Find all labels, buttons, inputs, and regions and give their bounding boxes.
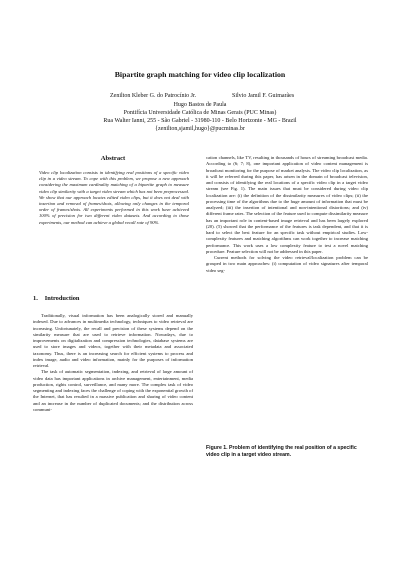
affiliation-institution: Pontifícia Universidade Católica de Minas Gerais (PUC Minas): [123, 110, 277, 116]
section-title: Introduction: [44, 295, 80, 302]
paragraph: The task of automatic segmentation, indexing, and retrieval of large amount of video data has important applications in archive management, entertainment, media production, rights control, surveillance, and many more. The complex task of video segmenting and indexing faces the challenge of coping with the exponential growth of the Internet, that has resulted in a massive publication and sharing of video content and an increase in the number of duplicated documents; and the distribution across communi-: [33, 369, 193, 412]
paper-title: Bipartite graph matching for video clip localization: [114, 70, 286, 79]
affiliation-address: Rua Walter Ianni, 255 - São Gabriel - 31980-110 - Belo Horizonte - MG - Brazil: [103, 118, 297, 124]
section-heading: [33, 295, 79, 302]
introduction-column: [33, 313, 193, 413]
section-number: 1.: [33, 295, 38, 302]
affiliation-emails: {zenilton,sjamil,hugo}@pucminas.br: [155, 126, 245, 132]
abstract-text: Video clip localization consists in identifying real positions of a specific video clip in a video stream. To cope with this problem, we propose a new approach considering the maximum cardinality matching of a bipartite graph to measure video clip similarity with a target video stream which has not been preprocessed. We show that our approach locates edited video clips, but it does not deal with insertion and removal of frames/shots, allowing only changes in the temporal order of frames/shots. All experiments performed in this work have achieved 100% of precision for two different video datasets. And according to those experiments, our method can achieve a global recall rate of 90%.: [39, 170, 189, 225]
right-column: [206, 155, 368, 274]
paragraph: cation channels, like TV, resulting in thousands of hours of streaming broadcast media. According to (6; 7; 8), one important application of video content management is broadcast monitoring for the purpose of market analysis. The video clip localization, as it will be referred during this paper, has arisen in the domain of broadcast television, and consists of identifying the real locations of a specific video clip in a target video stream (see Fig. 1). The main issues that must be considered during video clip localization are: (i) the definition of the dissimilarity measures of video clips; (ii) the processing time of the algorithms due to the huge amount of information that must be analyzed; (iii) the insertion of intentional and non-intentional distortions; and (iv) different frame rates. The selection of the feature used to compute dissimilarity measure has an important role in content-based image retrieval and has been largely explored (20). (5) showed that the performance of the features is task dependent, and that it is hard to select the best feature for an specific task without empirical studies. Low-complexity features and matching algorithms can work together to increase matching performance. This work uses a low complexity feature to test a novel matching procedure. Feature selection will not be addressed in this paper.: [206, 155, 368, 254]
author-name: Silvio Jamil F. Guimarães: [232, 93, 295, 99]
abstract-body: [39, 170, 189, 226]
author-name: Hugo Bastos de Paula: [173, 102, 227, 108]
figure-1-area: [206, 385, 368, 439]
figure-caption: Figure 1. Problem of identifying the real position of a specific video clip in a target video stream.: [206, 445, 357, 458]
author-name: Zenilton Kleber G. do Patrocínio Jr.: [110, 93, 197, 99]
paragraph: Current methods for solving the video retrieval/localization problem can be grouped in two main approaches: (i) computation of video signatures after temporal video seg-: [206, 255, 368, 273]
paragraph: Traditionally, visual information has been analogically stored and manually indexed. Due to advances in multimedia technology, techniques to video retrieval are increasing. Unfortunately, the recall and precision of these systems depend on the similarity measure that are used to retrieve information. Nowadays, due to improvements on digitalization and compression technologies, database systems are used to store images and videos, together with their metadata and associated taxonomy. Thus, there is an increasing search for efficient systems to process and index image, audio and video information, mainly for the purposes of information retrieval.: [33, 313, 193, 368]
abstract-heading: Abstract: [100, 155, 126, 162]
